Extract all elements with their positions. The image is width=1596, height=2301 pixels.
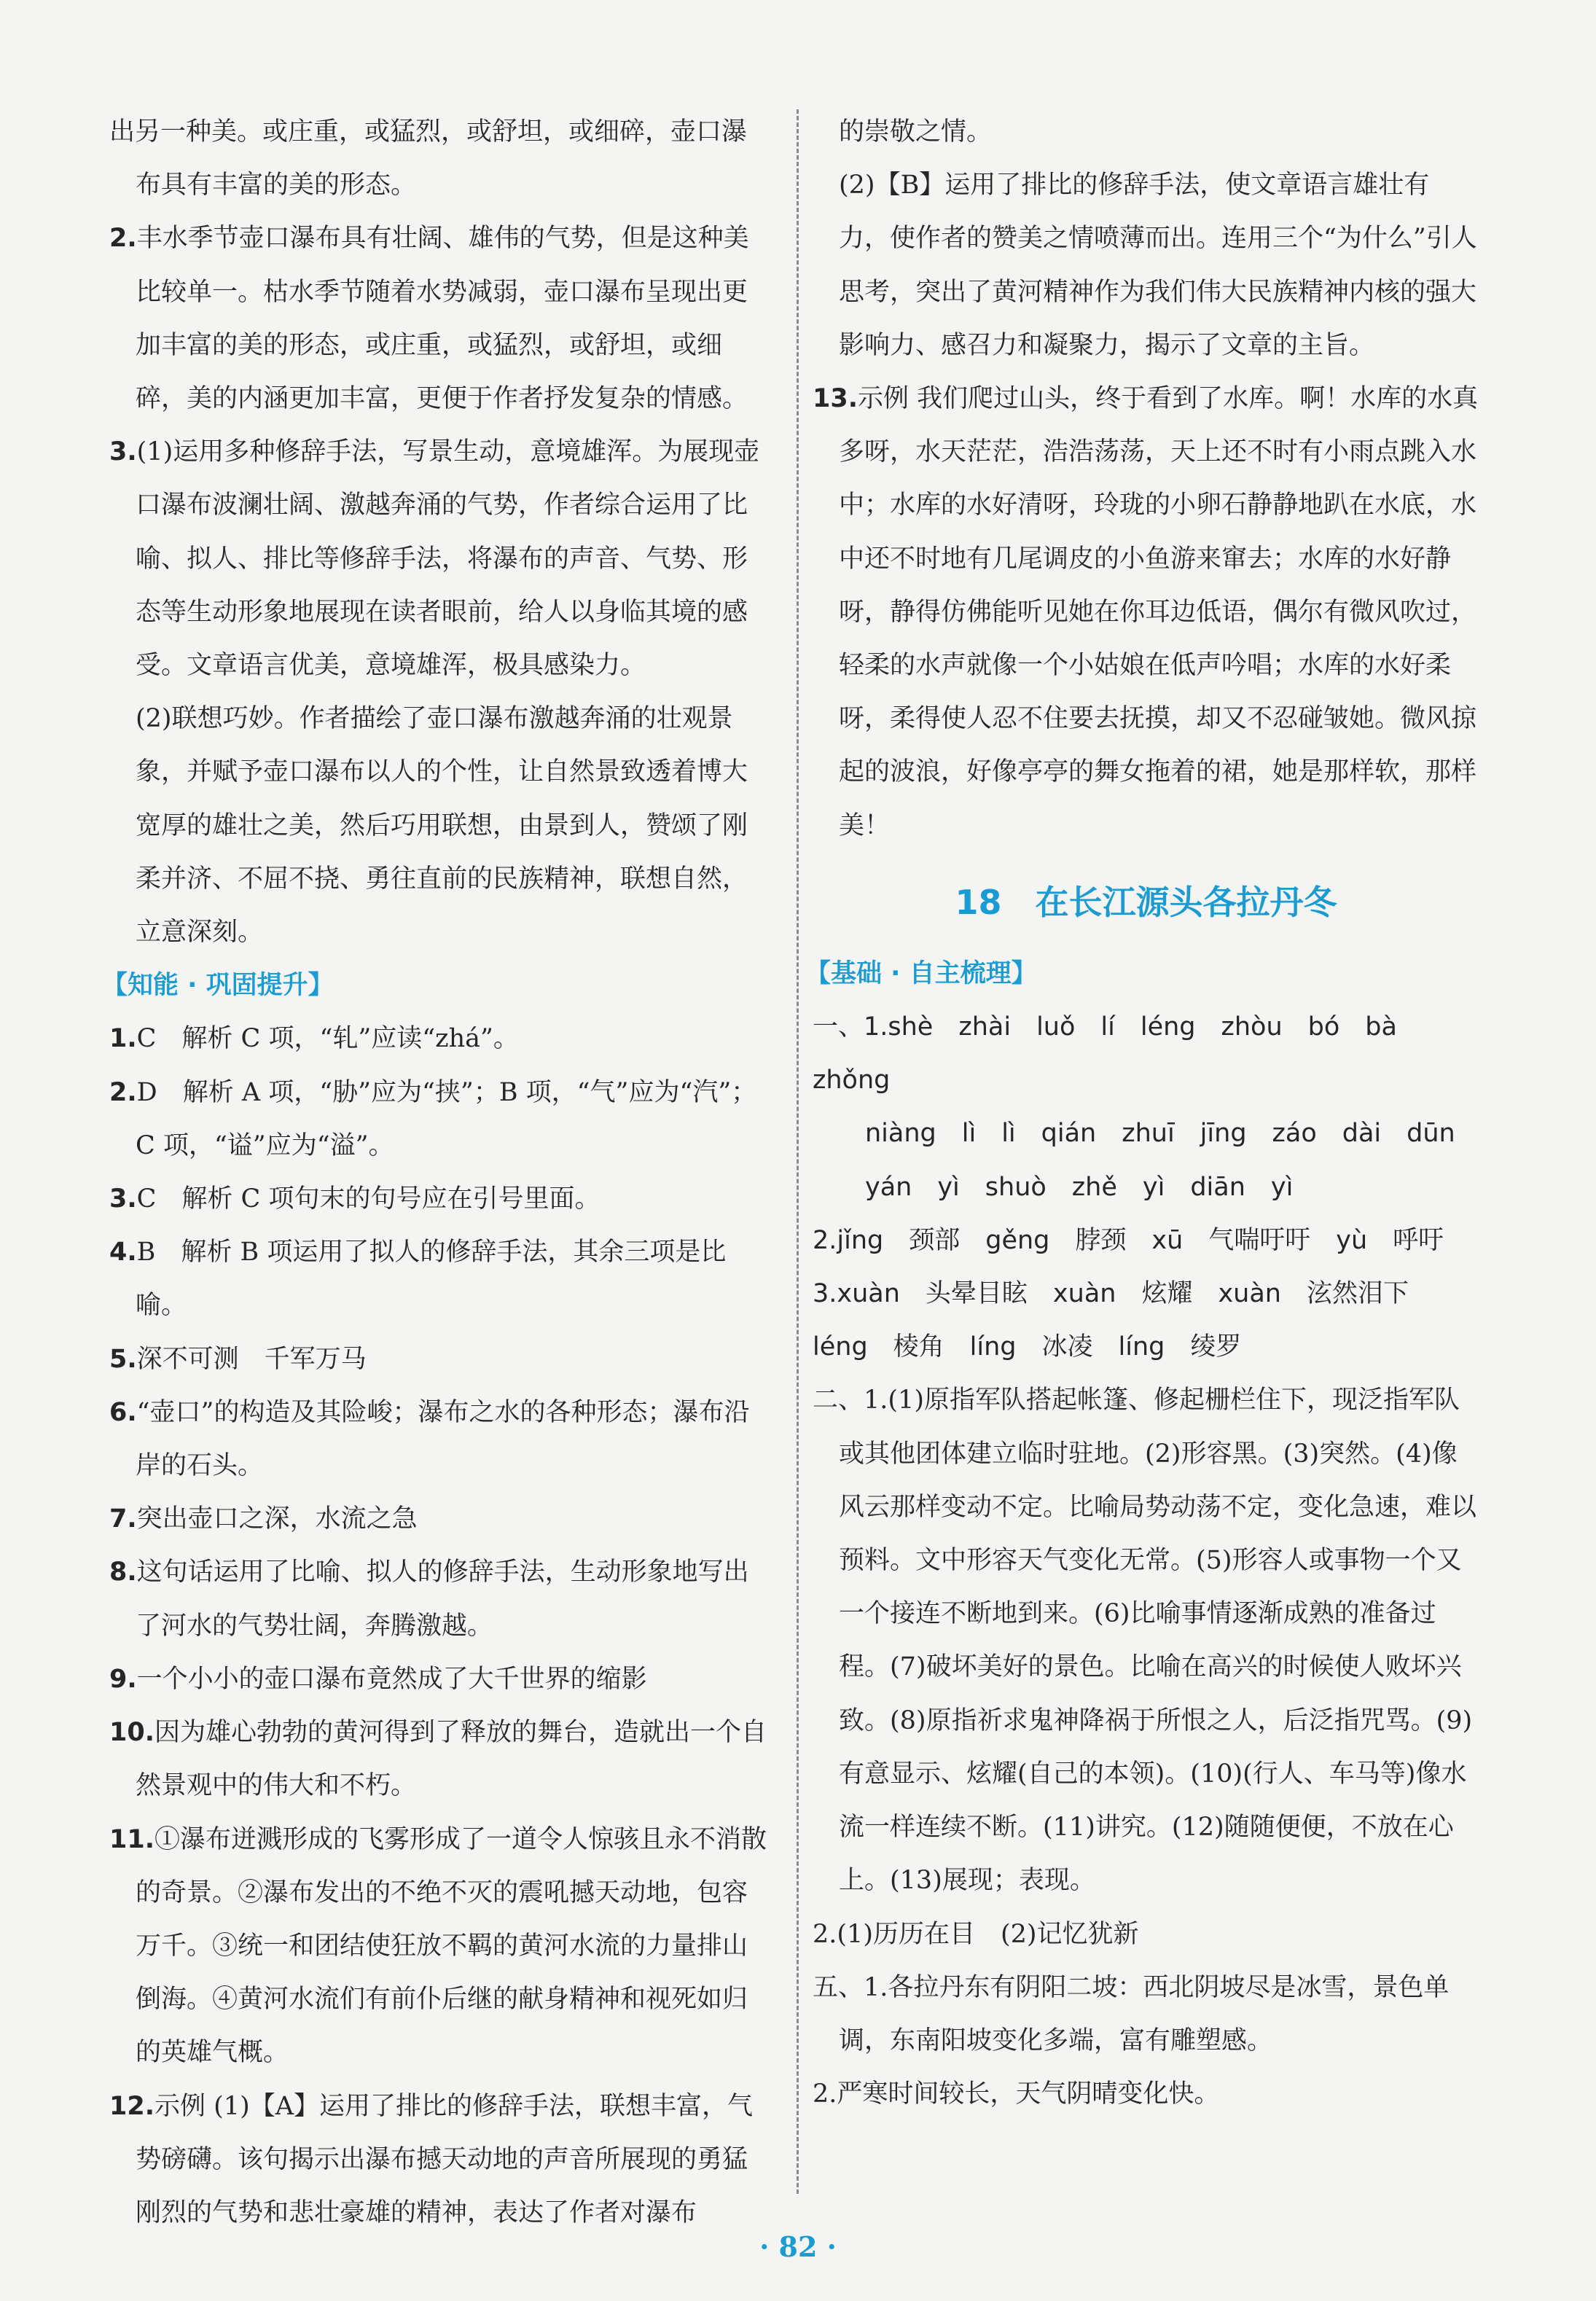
answer-text: D 解析 A 项，“胁”应为“挟”；B 项，“气”应为“汽”；C 项，“谥”应为“溢”。 (136, 1077, 757, 1160)
pinyin-q3: 3.xuàn 头晕目眩 xuàn 炫耀 xuàn 泫然泪下 (813, 1279, 1409, 1309)
answer-item (109, 1386, 769, 1493)
answer-text: 因为雄心勃勃的黄河得到了释放的舞台，造就出一个自然景观中的伟大和不朽。 (136, 1718, 767, 1801)
part2-q2: 2.(1)历历在目 (2)记忆犹新 (813, 1919, 1139, 1949)
column-divider (797, 109, 799, 2194)
continued-line: 的崇敬之情。 (839, 117, 993, 147)
answer-item (109, 1706, 769, 1813)
answer-q13 (813, 372, 1479, 853)
pinyin-q2: 2.jǐng 颈部 gěng 脖颈 xū 气喘吁吁 yù 呼吁 (813, 1225, 1444, 1255)
answer-item (109, 1226, 769, 1332)
answer-number: 9. (109, 1664, 137, 1694)
answer-item (109, 1333, 769, 1386)
answer-number: 3. (109, 1184, 137, 1214)
answer-number: 13. (813, 384, 858, 414)
answer-text: C 解析 C 项句末的句号应在引号里面。 (136, 1184, 601, 1214)
part5-q1: 五、1.各拉丹东有阴阳二坡：西北阴坡尽是冰雪，景色单调，东南阳坡变化多端，富有雕塑感。 (813, 1972, 1450, 2055)
section-heading: 【基础 · 自主梳理】 (805, 958, 1037, 988)
answer-text: (1)运用多种修辞手法，写景生动，意境雄浑。为展现壶口瀑布波澜壮阔、激越奔涌的气势，作者综合运用了比喻、拟人、排比等修辞手法，将瀑布的声音、气势、形态等生动形象地展现在读者眼前，给人以身临其境的感受。文章语言优美，意境雄浑，极具感染力。 (136, 437, 760, 681)
answer-number: 2. (109, 1077, 137, 1107)
pinyin-q3: léng 棱角 líng 冰凌 líng 绫罗 (813, 1332, 1242, 1362)
answer-item (109, 2080, 769, 2241)
answer-text: 丰水季节壶口瀑布具有壮阔、雄伟的气势，但是这种美比较单一。枯水季节随着水势减弱，壶口瀑布呈现出更加丰富的美的形态，或庄重，或猛烈，或舒坦，或细碎，美的内涵更加丰富，更便于作者抒发复杂的情感。 (136, 224, 749, 414)
pinyin-row: niàng lì lì qián zhuī jīng záo dài dūn (865, 1119, 1455, 1149)
answer-text: 示例 我们爬过山头，终于看到了水库。啊！水库的水真多呀，水天茫茫，浩浩荡荡，天上还不时有小雨点跳入水中；水库的水好清呀，玲珑的小卵石静静地趴在水底，水中还不时地有几尾调皮的小鱼游来窜去；水库的水好静呀，静得仿佛能听见她在你耳边低语，偶尔有微风吹过，轻柔的水声就像一个小姑娘在低声吟唱；水库的水好柔呀，柔得使人忍不住要去抚摸，却又不忍碰皱她。微风掠起的波浪，好像亭亭的舞女拖着的裙，她是那样软，那样美！ (839, 384, 1479, 840)
answer-number: 6. (109, 1397, 137, 1427)
answer-text: 示例 (1)【A】运用了排比的修辞手法，联想丰富，气势磅礴。该句揭示出瀑布撼天动地的声音所展现的勇猛刚烈的气势和悲壮豪雄的精神，表达了作者对瀑布 (136, 2091, 753, 2227)
answer-item (109, 1066, 769, 1173)
left-column (102, 106, 769, 2240)
answer-text: 深不可测 千军万马 (136, 1344, 367, 1374)
answer-q12-2: (2)【B】运用了排比的修辞手法，使文章语言雄壮有力，使作者的赞美之情喷薄而出。连用三个“为什么”引人思考，突出了黄河精神作为我们伟大民族精神内核的强大影响力、感召力和凝聚力，揭示了文章的主旨。 (839, 171, 1477, 360)
answer-item (109, 1653, 769, 1706)
answer-q2 (109, 212, 769, 426)
part5-q2: 2.严寒时间较长，天气阴晴变化快。 (813, 2079, 1220, 2109)
answer-number: 7. (109, 1504, 137, 1534)
part2-definitions: 二、1.(1)原指军队搭起帐篷、修起栅栏住下，现泛指军队或其他团体建立临时驻地。(2)形容黑。(3)突然。(4)像风云那样变动不定。比喻局势动荡不定，变化急速，难以预料。文中形容天气变化无常。(5)形容人或事物一个又一个接连不断地到来。(6)比喻事情逐渐成熟的准备过程。(7)破坏美好的景色。比喻在高兴的时候使人败坏兴致。(8)原指祈求鬼神降祸于所恨之人，后泛指咒骂。(9)有意显示、炫耀(自己的本领)。(10)(行人、车马等)像水流一样连续不断。(11)讲究。(12)随随便便，不放在心上。(13)展现；表现。 (813, 1386, 1477, 1896)
answer-text: 这句话运用了比喻、拟人的修辞手法，生动形象地写出了河水的气势壮阔，奔腾激越。 (136, 1558, 749, 1641)
answer-text: C 解析 C 项，“轧”应读“zhá”。 (136, 1024, 519, 1054)
answer-item (109, 1813, 769, 2080)
answer-q3-1 (109, 426, 769, 692)
answer-number: 4. (109, 1238, 137, 1267)
pinyin-row: 一、1.shè zhài luǒ lí léng zhòu bó bà zhǒng (813, 1012, 1423, 1095)
section-heading: 【知能 · 巩固提升】 (102, 971, 334, 1001)
answer-list (109, 1012, 769, 2240)
answer-number: 2. (109, 224, 137, 254)
answer-number: 10. (109, 1718, 155, 1748)
answer-item (109, 1493, 769, 1546)
answer-text: ①瀑布迸溅形成的飞雾形成了一道令人惊骇且永不消散的奇景。②瀑布发出的不绝不灭的震吼撼天动地，包容万千。③统一和团结使狂放不羁的黄河水流的力量排山倒海。④黄河水流们有前仆后继的献身精神和视死如归的英雄气概。 (136, 1824, 767, 2068)
pinyin-row: yán yì shuò zhě yì diān yì (865, 1172, 1294, 1202)
answer-number: 5. (109, 1344, 137, 1374)
lesson-title: 18 在长江源头各拉丹冬 (955, 882, 1337, 922)
answer-number: 11. (109, 1824, 155, 1854)
answer-text: B 解析 B 项运用了拟人的修辞手法，其余三项是比喻。 (136, 1238, 727, 1321)
answer-text: 一个小小的壶口瀑布竟然成了大千世界的缩影 (136, 1664, 647, 1694)
answer-number: 3. (109, 437, 137, 467)
intro-line: 出另一种美。或庄重，或猛烈，或舒坦，或细碎，壶口瀑 (109, 117, 748, 147)
answer-number: 8. (109, 1558, 137, 1587)
answer-text: “壶口”的构造及其险峻；瀑布之水的各种形态；瀑布沿岸的石头。 (136, 1397, 750, 1481)
answer-item (109, 1012, 769, 1066)
answer-item (109, 1173, 769, 1226)
answer-number: 12. (109, 2091, 155, 2121)
answer-q3-2: (2)联想巧妙。作者描绘了壶口瀑布激越奔涌的壮观景象，并赋予壶口瀑布以人的个性，让自然景致透着博大宽厚的雄壮之美，然后巧用联想，由景到人，赞颂了刚柔并济、不屈不挠、勇往直前的民族精神，联想自然，立意深刻。 (136, 704, 748, 948)
page-number: · 82 · (759, 2230, 837, 2263)
answer-text: 突出壶口之深，水流之急 (136, 1504, 418, 1534)
answer-item (109, 1546, 769, 1652)
intro-line: 布具有丰富的美的形态。 (136, 171, 417, 200)
answer-number: 1. (109, 1024, 137, 1054)
right-column (805, 106, 1479, 2121)
